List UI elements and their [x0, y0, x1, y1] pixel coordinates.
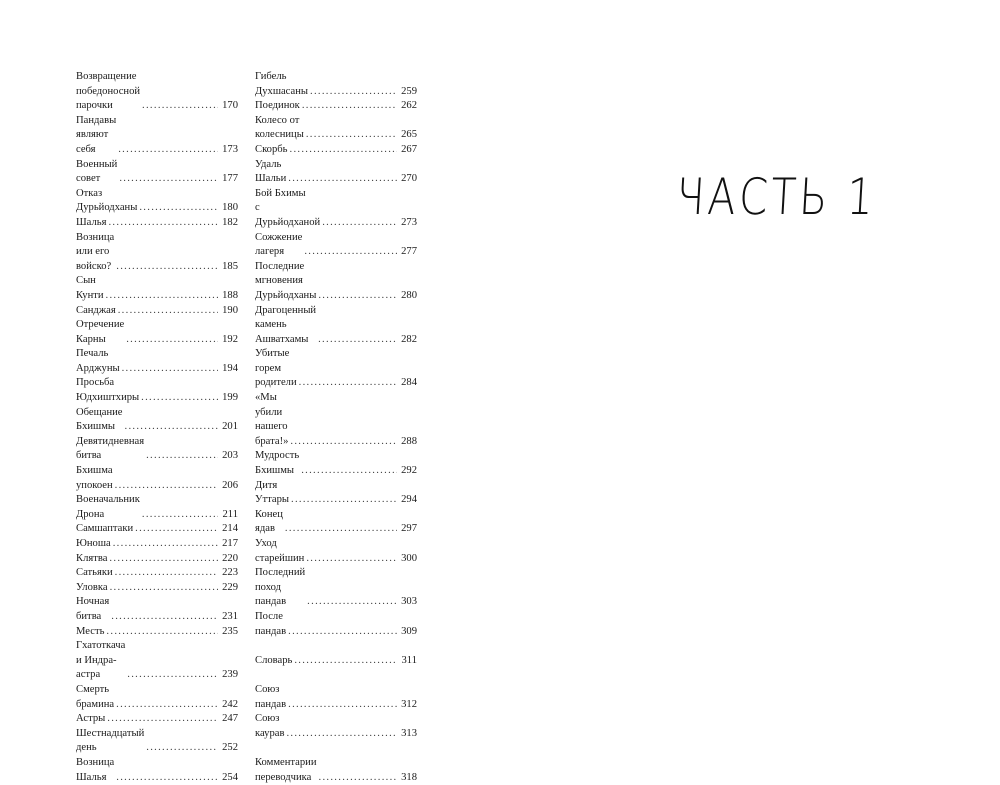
- toc-entry-title: Шестнадцатый день: [76, 727, 144, 756]
- toc-entry-page: 313: [399, 727, 417, 742]
- toc-entry-page: 247: [220, 712, 238, 727]
- toc-entry: [76, 274, 238, 303]
- toc-entry-title: Возница или его войско?: [76, 231, 114, 275]
- toc-entry: [255, 304, 417, 348]
- toc-entry-title: Клятва: [76, 552, 107, 567]
- toc-entry-page: 277: [399, 245, 417, 260]
- toc-entry-page: 188: [220, 289, 238, 304]
- toc-leader-dots: [113, 537, 218, 552]
- toc-leader-dots: [318, 289, 397, 304]
- toc-entry-page: 273: [399, 216, 417, 231]
- toc-entry-page: 229: [220, 581, 238, 596]
- toc-entry: [76, 639, 238, 683]
- toc-entry-title: Скорбь: [255, 143, 288, 158]
- toc-entry-page: 211: [220, 508, 238, 523]
- toc-entry-title: Гхатоткача и Индра-астра: [76, 639, 125, 683]
- toc-leader-dots: [127, 668, 218, 683]
- toc-leader-dots: [319, 771, 397, 785]
- toc-entry: [76, 187, 238, 216]
- toc-entry-title: Комментарии переводчика: [255, 756, 317, 785]
- toc-entry: [255, 479, 417, 508]
- toc-entry-page: 239: [220, 668, 238, 683]
- toc-entry-page: 284: [399, 376, 417, 391]
- toc-leader-dots: [116, 771, 218, 785]
- toc-entry: [255, 158, 417, 187]
- toc-entry-page: 203: [220, 449, 238, 464]
- toc-leader-dots: [107, 712, 218, 727]
- toc-entry: [255, 114, 417, 143]
- toc-leader-dots: [288, 625, 397, 640]
- toc-entry-page: 220: [220, 552, 238, 567]
- toc-entry-title: Уловка: [76, 581, 108, 596]
- toc-entry: [255, 70, 417, 99]
- toc-entry-title: Обещание Бхишмы: [76, 406, 123, 435]
- toc-entry-page: 235: [220, 625, 238, 640]
- toc-entry-page: 270: [399, 172, 417, 187]
- toc-entry-title: Конец ядав: [255, 508, 283, 537]
- toc-entry-title: Последние мгновения Дурьйодханы: [255, 260, 316, 304]
- toc-entry: [76, 406, 238, 435]
- toc-leader-dots: [141, 391, 218, 406]
- toc-entry-title: Самшаптаки: [76, 522, 133, 537]
- toc-entry-page: 292: [399, 464, 417, 479]
- toc-leader-dots: [119, 172, 218, 187]
- toc-leader-dots: [115, 479, 218, 494]
- toc-entry-page: 180: [220, 201, 238, 216]
- toc-entry: [76, 464, 238, 493]
- toc-entry: [255, 537, 417, 566]
- toc-entry: [255, 143, 417, 158]
- toc-entry-page: 170: [220, 99, 238, 114]
- toc-entry-title: Мудрость Бхишмы: [255, 449, 299, 478]
- toc-entry: [76, 581, 238, 596]
- toc-entry-page: 194: [220, 362, 238, 377]
- toc-leader-dots: [108, 216, 218, 231]
- toc-entry: [76, 318, 238, 347]
- toc-leader-dots: [122, 362, 218, 377]
- toc-entry: [76, 552, 238, 567]
- toc-leader-dots: [116, 698, 218, 713]
- toc-entry: [76, 712, 238, 727]
- toc-entry-title: Бой Бхимы с Дурьйодханой: [255, 187, 320, 231]
- toc-leader-dots: [125, 420, 218, 435]
- toc-entry-title: Девятидневная битва: [76, 435, 144, 464]
- toc-entry-title: Отказ Дурьйодханы: [76, 187, 137, 216]
- toc-spacer: [255, 741, 417, 756]
- toc-leader-dots: [106, 625, 218, 640]
- toc-entry: [76, 158, 238, 187]
- toc-entry: [255, 566, 417, 610]
- toc-entry: [76, 756, 238, 785]
- toc-entry-title: Юноша: [76, 537, 111, 552]
- toc-entry-page: 182: [220, 216, 238, 231]
- toc-entry: [76, 114, 238, 158]
- toc-entry-title: Колесо от колесницы: [255, 114, 304, 143]
- toc-entry-title: Уход старейшин: [255, 537, 304, 566]
- toc-entry: [255, 391, 417, 449]
- toc-leader-dots: [302, 99, 397, 114]
- toc-entry-title: Печаль Арджуны: [76, 347, 120, 376]
- toc-entry-page: 252: [220, 741, 238, 756]
- toc-entry-page: 223: [220, 566, 238, 581]
- part-title: ЧАСТЬ 1: [675, 168, 878, 226]
- toc-leader-dots: [294, 654, 397, 669]
- toc-spacer: [255, 668, 417, 683]
- toc-entry: [76, 231, 238, 275]
- toc-leader-dots: [115, 566, 218, 581]
- toc-entry-title: Сатьяки: [76, 566, 113, 581]
- toc-entry-title: Отречение Карны: [76, 318, 124, 347]
- toc-leader-dots: [142, 99, 218, 114]
- toc-entry-page: 280: [399, 289, 417, 304]
- toc-entry-page: 294: [399, 493, 417, 508]
- toc-entry-page: 217: [220, 537, 238, 552]
- toc-entry: [76, 566, 238, 581]
- toc-leader-dots: [106, 289, 218, 304]
- toc-entry-page: 177: [220, 172, 238, 187]
- toc-entry: [76, 347, 238, 376]
- toc-entry-title: Военачальник Дрона: [76, 493, 140, 522]
- toc-entry-title: Возвращение победоносной парочки: [76, 70, 140, 114]
- toc-entry-page: 303: [399, 595, 417, 610]
- toc-leader-dots: [291, 493, 397, 508]
- toc-leader-dots: [110, 581, 218, 596]
- toc-leader-dots: [126, 333, 218, 348]
- toc-entry-title: Бхишма упокоен: [76, 464, 113, 493]
- toc-entry-page: 265: [399, 128, 417, 143]
- toc-entry-title: Последний поход пандав: [255, 566, 305, 610]
- toc-entry-page: 206: [220, 479, 238, 494]
- toc-entry: [255, 712, 417, 741]
- toc-entry-title: Гибель Духшасаны: [255, 70, 308, 99]
- toc-leader-dots: [288, 172, 397, 187]
- toc-entry: [76, 595, 238, 624]
- toc-entry-title: Поединок: [255, 99, 300, 114]
- toc-leader-dots: [285, 522, 397, 537]
- toc-entry-page: 201: [220, 420, 238, 435]
- toc-leader-dots: [109, 552, 218, 567]
- toc-right-column: [255, 70, 417, 785]
- toc-leader-dots: [307, 595, 397, 610]
- toc-entry: [255, 231, 417, 260]
- toc-leader-dots: [288, 698, 397, 713]
- toc-entry-page: 254: [220, 771, 238, 785]
- toc-entry: [76, 493, 238, 522]
- toc-entry: [76, 435, 238, 464]
- toc-entry: [255, 99, 417, 114]
- toc-entry-title: После пандав: [255, 610, 286, 639]
- toc-leader-dots: [111, 610, 218, 625]
- toc-entry-page: 259: [399, 85, 417, 100]
- toc-leader-dots: [301, 464, 397, 479]
- toc-entry-title: Ночная битва: [76, 595, 109, 624]
- toc-entry: [76, 683, 238, 712]
- toc-entry-title: Удаль Шальи: [255, 158, 286, 187]
- toc-entry-title: Военный совет: [76, 158, 117, 187]
- toc-entry-title: Словарь: [255, 654, 292, 669]
- toc-entry-title: Просьба Юдхиштхиры: [76, 376, 139, 405]
- toc-entry-title: Возница Шалья: [76, 756, 114, 785]
- toc-entry: [255, 187, 417, 231]
- toc-entry: [255, 260, 417, 304]
- toc-entry-page: 311: [399, 654, 417, 669]
- toc-entry: [76, 376, 238, 405]
- toc-entry-page: 318: [399, 771, 417, 785]
- toc-entry: [255, 610, 417, 639]
- toc-entry-page: 173: [220, 143, 238, 158]
- toc-entry-page: 231: [220, 610, 238, 625]
- toc-entry-page: 300: [399, 552, 417, 567]
- toc-entry-title: Союз пандав: [255, 683, 286, 712]
- toc-entry-title: Сожжение лагеря: [255, 231, 302, 260]
- toc-entry-title: Драгоценный камень Ашватхамы: [255, 304, 316, 348]
- toc-entry-title: Смерть брамина: [76, 683, 114, 712]
- toc-entry-page: 214: [220, 522, 238, 537]
- toc-entry-page: 192: [220, 333, 238, 348]
- toc-entry: [76, 625, 238, 640]
- toc-entry: [255, 654, 417, 669]
- toc-entry-title: Союз каурав: [255, 712, 284, 741]
- toc-leader-dots: [146, 741, 218, 756]
- toc-entry: [76, 727, 238, 756]
- toc-entry-page: 288: [399, 435, 417, 450]
- toc-leader-dots: [310, 85, 397, 100]
- toc-leader-dots: [146, 449, 218, 464]
- toc-entry-page: 190: [220, 304, 238, 319]
- toc-leader-dots: [290, 435, 397, 450]
- toc-leader-dots: [116, 260, 218, 275]
- toc-leader-dots: [118, 304, 218, 319]
- toc-entry: [255, 449, 417, 478]
- toc-entry-page: 262: [399, 99, 417, 114]
- toc-entry-page: 297: [399, 522, 417, 537]
- toc-entry: [76, 522, 238, 537]
- toc-entry: [255, 347, 417, 391]
- toc-entry-title: Дитя Уттары: [255, 479, 289, 508]
- toc-leader-dots: [286, 727, 397, 742]
- toc-entry-title: Месть: [76, 625, 104, 640]
- toc-entry-title: Астры: [76, 712, 105, 727]
- toc-entry-page: 282: [399, 333, 417, 348]
- toc-entry: [255, 683, 417, 712]
- toc-leader-dots: [322, 216, 397, 231]
- toc-entry: [255, 508, 417, 537]
- toc-leader-dots: [318, 333, 397, 348]
- toc-entry: [76, 70, 238, 114]
- toc-entry-page: 309: [399, 625, 417, 640]
- toc-entry-title: «Мы убили нашего брата!»: [255, 391, 288, 449]
- toc-entry-title: Убитые горем родители: [255, 347, 297, 391]
- toc-entry-title: Шалья: [76, 216, 106, 231]
- toc-leader-dots: [118, 143, 218, 158]
- toc-leader-dots: [142, 508, 218, 523]
- toc-leader-dots: [304, 245, 397, 260]
- toc-entry-page: 267: [399, 143, 417, 158]
- toc-leader-dots: [306, 552, 397, 567]
- toc-entry: [255, 756, 417, 785]
- toc-entry: [76, 304, 238, 319]
- toc-leader-dots: [135, 522, 218, 537]
- toc-leader-dots: [306, 128, 397, 143]
- toc-leader-dots: [299, 376, 397, 391]
- toc-leader-dots: [139, 201, 218, 216]
- toc-entry-title: Пандавы являют себя: [76, 114, 116, 158]
- toc-spacer: [255, 639, 417, 654]
- toc-leader-dots: [290, 143, 398, 158]
- toc-entry-title: Санджая: [76, 304, 116, 319]
- toc-entry-page: 312: [399, 698, 417, 713]
- toc-entry-page: 185: [220, 260, 238, 275]
- toc-entry-page: 199: [220, 391, 238, 406]
- toc-entry-page: 242: [220, 698, 238, 713]
- toc-entry: [76, 216, 238, 231]
- toc-left-column: [76, 70, 238, 785]
- toc-entry-title: Сын Кунти: [76, 274, 104, 303]
- toc-entry: [76, 537, 238, 552]
